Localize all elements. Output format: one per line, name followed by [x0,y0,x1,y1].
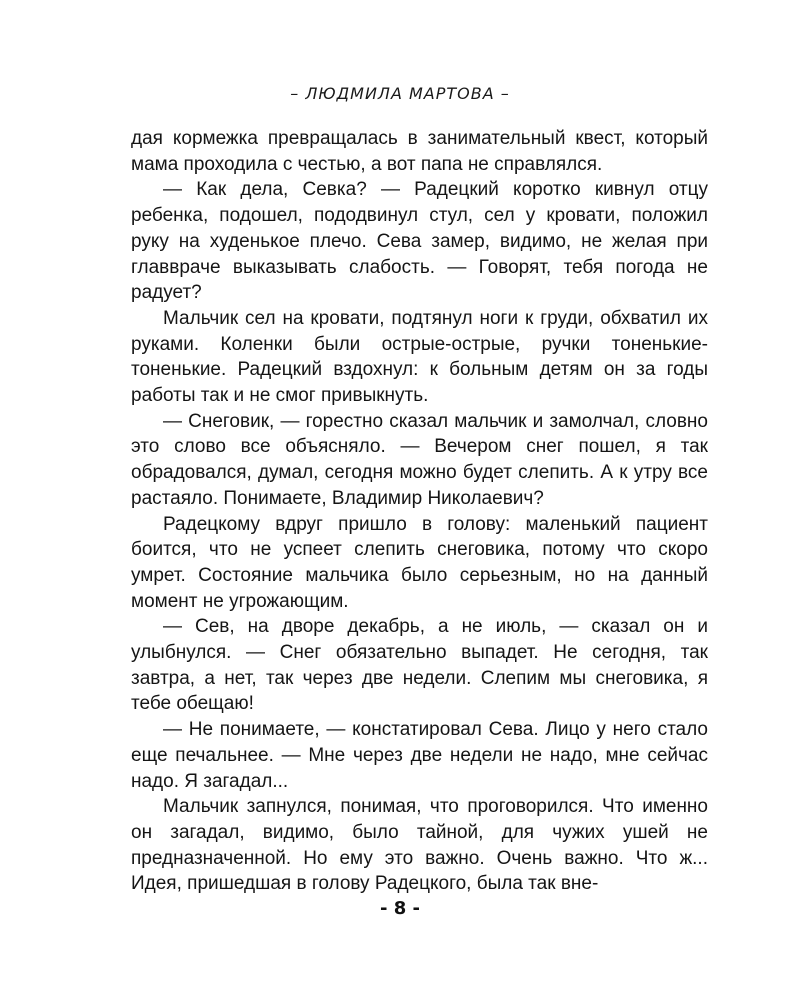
paragraph: дая кормежка превращалась в занимательный квест, который мама проходила с честью, а вот папа не справлялся. [131,128,708,175]
body-text [131,126,708,897]
paragraph: — Сев, на дворе декабрь, а не июль, — сказал он и улыбнулся. — Снег обязательно выпадет. Не сегодня, так завтра, а нет, так через две недели. Слепим мы снеговика, я тебе обещаю! [131,616,708,715]
paragraph: Радецкому вдруг пришло в голову: маленький пациент боится, что не успеет слепить снеговика, потому что скоро умрет. Состояние мальчика было серьезным, но на данный момент не угрожающим. [131,513,708,612]
running-header: – ЛЮДМИЛА МАРТОВА – [290,84,510,103]
paragraph: — Как дела, Севка? — Радецкий коротко кивнул отцу ребенка, подошел, пододвинул стул, сел у кровати, положил руку на худенькое плечо. Сева замер, видимо, не желая при главвраче выказывать слабость. — Говорят, тебя погода не радует? [131,179,708,304]
paragraph: — Не понимаете, — констатировал Сева. Лицо у него стало еще печальнее. — Мне через две недели не надо, мне сейчас надо. Я загадал... [131,719,708,792]
paragraph: Мальчик запнулся, понимая, что проговорился. Что именно он загадал, видимо, было тайной, для чужих ушей не предназначенной. Но ему это важно. Очень важно. Что ж... Идея, пришедшая в голову Радецкого, была так вне- [131,796,708,895]
paragraph: — Снеговик, — горестно сказал мальчик и замолчал, словно это слово все объясняло. — Вечером снег пошел, я так обрадовался, думал, сегодня можно будет слепить. А к утру все растаяло. Понимаете, Владимир Николаевич? [131,410,708,509]
paragraph: Мальчик сел на кровати, подтянул ноги к груди, обхватил их руками. Коленки были острые-острые, ручки тоненькие-тоненькие. Радецкий вздохнул: к больным детям он за годы работы так и не смог привыкнуть. [131,307,708,407]
page-number: - 8 - [380,898,420,919]
